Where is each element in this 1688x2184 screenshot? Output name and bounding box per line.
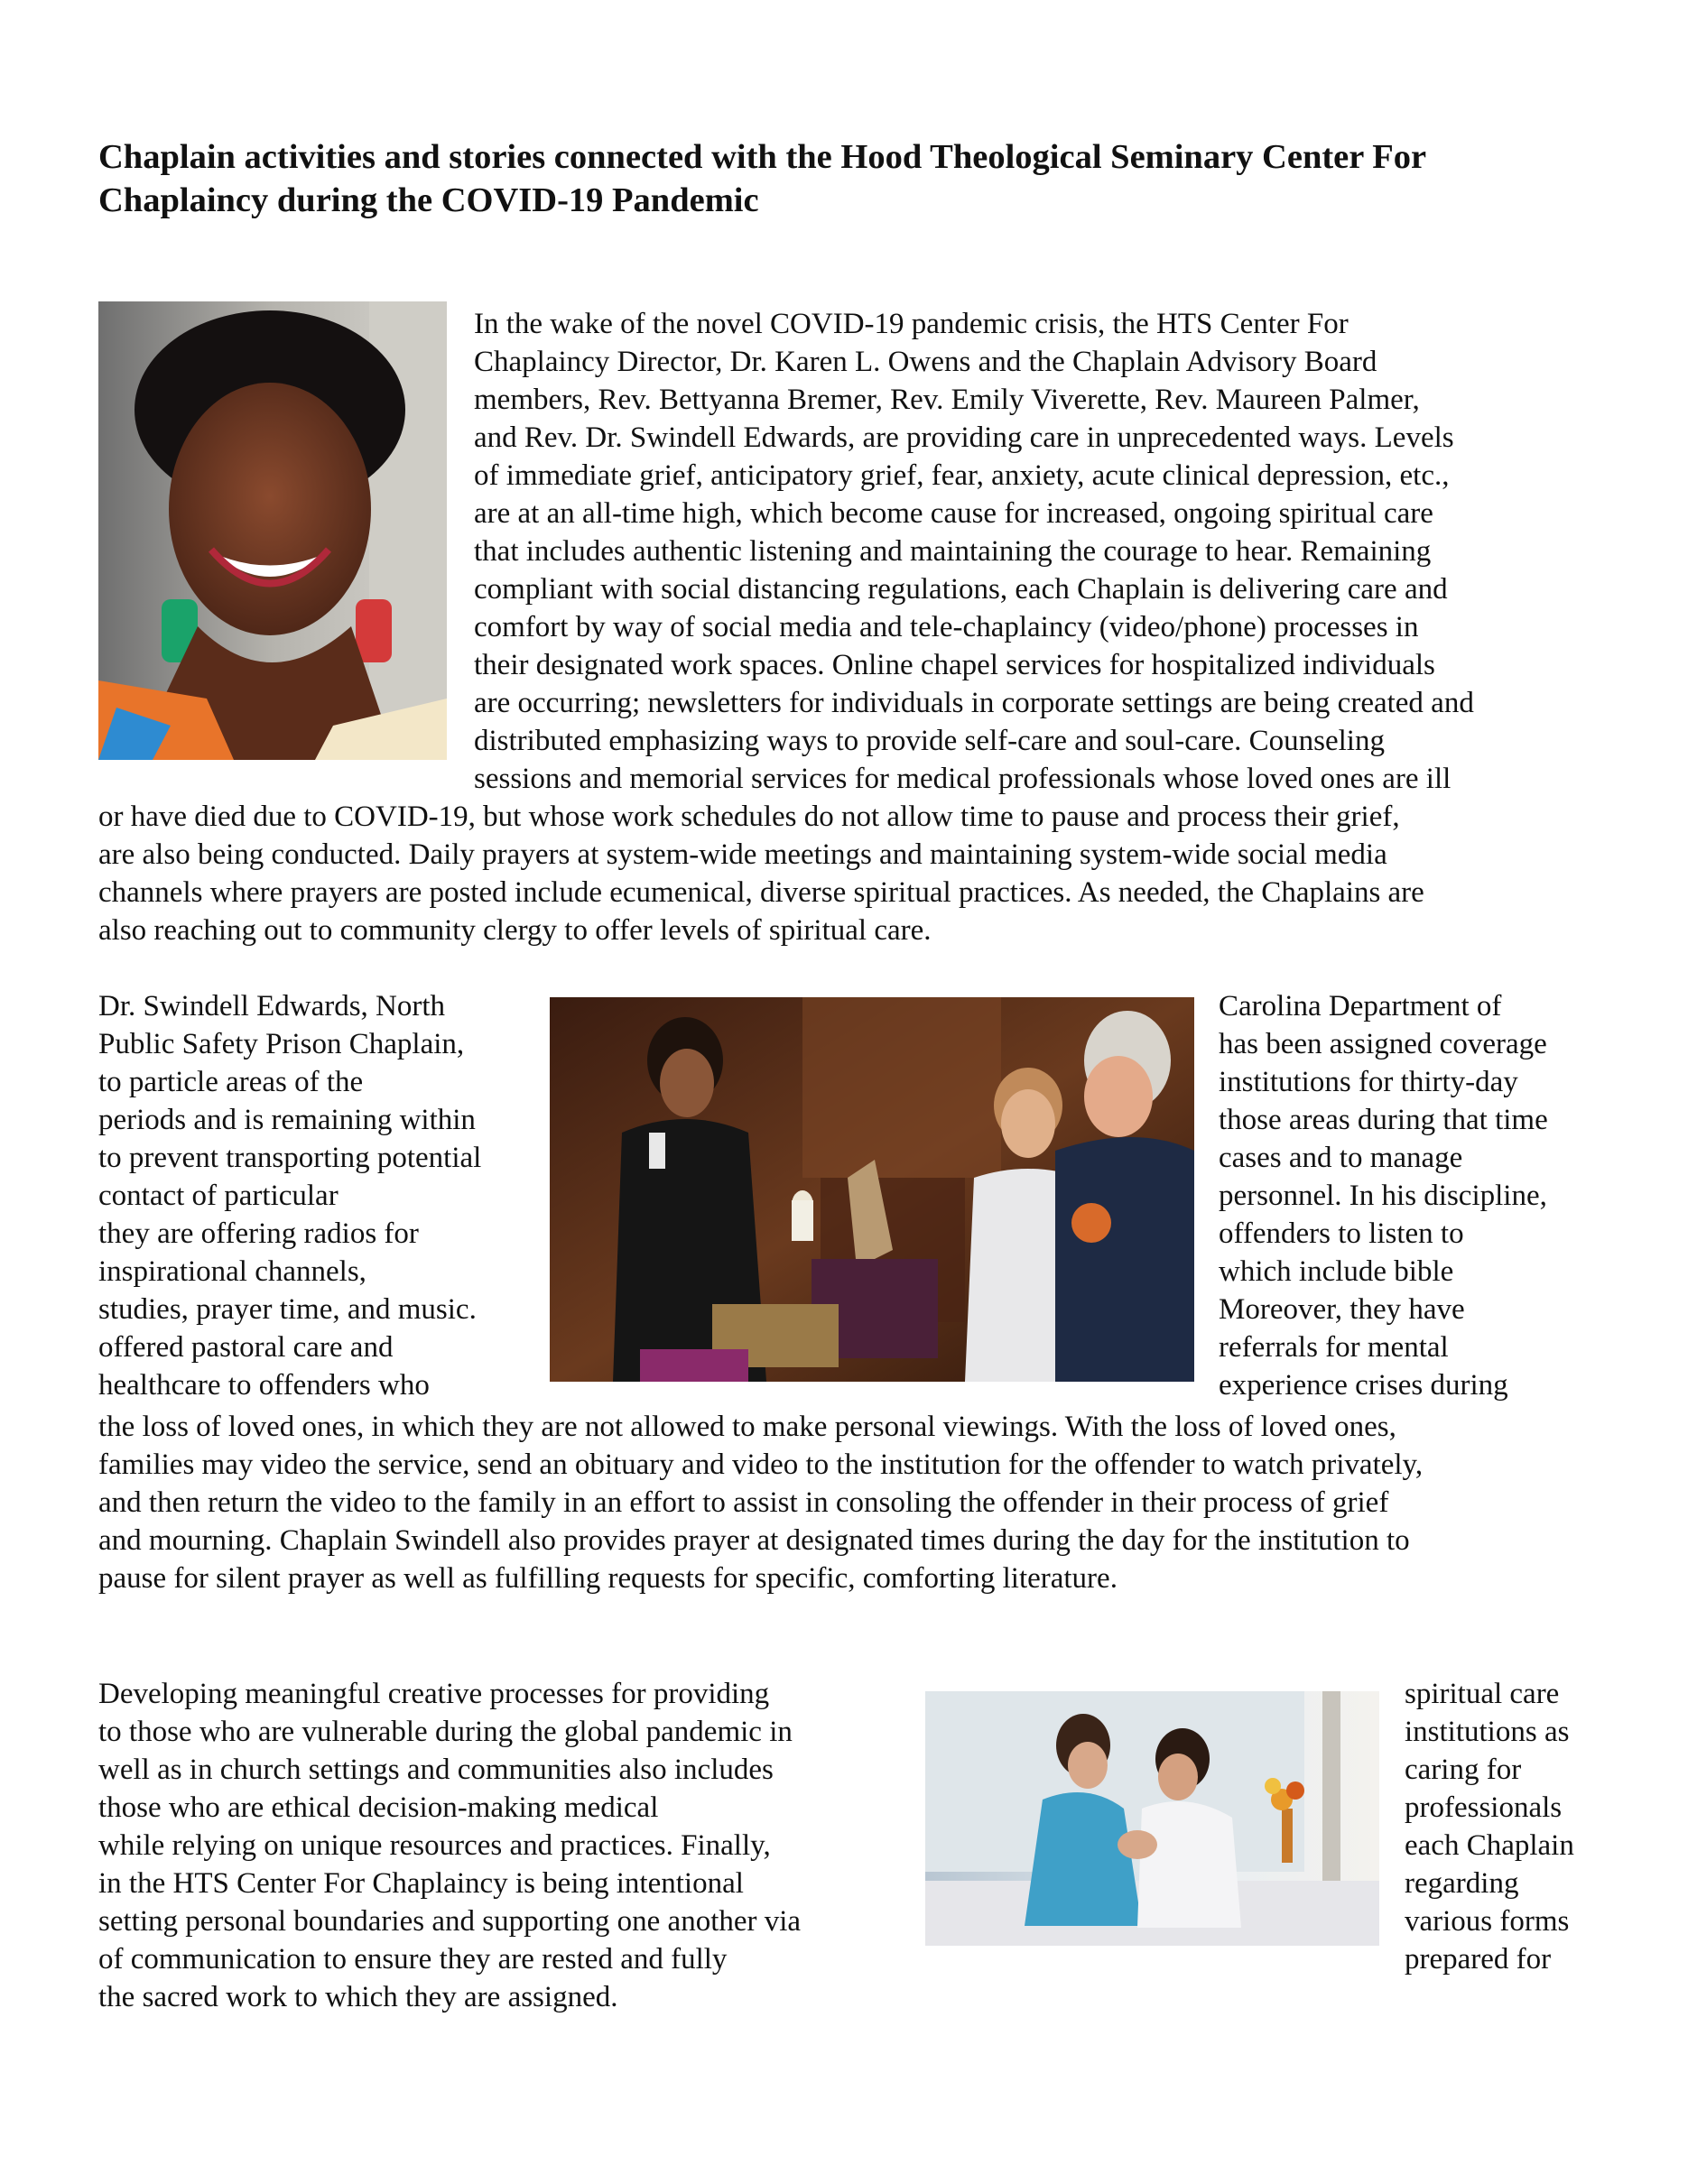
text-line: Public Safety Prison Chaplain, [98,1028,465,1060]
text-line: cases and to manage [1219,1142,1463,1174]
text-line: and Rev. Dr. Swindell Edwards, are providing care in unprecedented ways. Levels [474,421,1454,454]
text-line: which include bible [1219,1255,1454,1288]
text-line: also reaching out to community clergy to offer levels of spiritual care. [98,914,932,947]
text-line: inspirational channels, [98,1255,366,1288]
text-line: that includes authentic listening and maintaining the courage to hear. Remaining [474,535,1432,568]
text-line: channels where prayers are posted include ecumenical, diverse spiritual practices. As needed, the Chaplains are [98,876,1424,909]
text-line: and then return the video to the family in an effort to assist in consoling the offender in their process of grief [98,1486,1389,1519]
text-line: those areas during that time [1219,1104,1548,1136]
text-line: Developing meaningful creative processes for providing [98,1678,770,1710]
text-line: are occurring; newsletters for individuals in corporate settings are being created and [474,687,1474,719]
text-line: the loss of loved ones, in which they are not allowed to make personal viewings. With the loss of loved ones, [98,1411,1396,1443]
text-line: their designated work spaces. Online chapel services for hospitalized individuals [474,649,1435,681]
text-line: spiritual care [1405,1678,1560,1710]
text-line: contact of particular [98,1180,339,1212]
text-line: of communication to ensure they are rested and fully [98,1943,728,1976]
text-line: compliant with social distancing regulations, each Chaplain is delivering care and [474,573,1448,606]
text-line: various forms [1405,1905,1570,1938]
text-line: institutions for thirty-day [1219,1066,1518,1098]
text-line: or have died due to COVID-19, but whose work schedules do not allow time to pause and process their grief, [98,800,1400,833]
text-line: they are offering radios for [98,1217,419,1250]
text-line: while relying on unique resources and practices. Finally, [98,1829,771,1862]
text-line: to particle areas of the [98,1066,364,1098]
text-line: caring for [1405,1754,1522,1786]
text-line: to prevent transporting potential [98,1142,482,1174]
page-title [98,135,1615,222]
text-line: periods and is remaining within [98,1104,476,1136]
text-line: the sacred work to which they are assigned. [98,1981,618,2013]
text-line: offenders to listen to [1219,1217,1464,1250]
text-line: in the HTS Center For Chaplaincy is being intentional [98,1867,744,1900]
text-line: referrals for mental [1219,1331,1449,1364]
text-line: prepared for [1405,1943,1552,1976]
text-line: comfort by way of social media and tele-chaplaincy (video/phone) processes in [474,611,1419,643]
text-line: pause for silent prayer as well as fulfilling requests for specific, comforting literature. [98,1562,1118,1595]
text-line: distributed emphasizing ways to provide self-care and soul-care. Counseling [474,725,1385,757]
text-line: families may video the service, send an obituary and video to the institution for the offender to watch privately, [98,1448,1424,1481]
text-line: Carolina Department of [1219,990,1502,1023]
text-line: setting personal boundaries and supporting one another via [98,1905,802,1938]
text-line: offered pastoral care and [98,1331,394,1364]
text-line: are also being conducted. Daily prayers at system-wide meetings and maintaining system-wide social media [98,838,1387,871]
text-line: regarding [1405,1867,1519,1900]
chaplain-group-photo [550,997,1194,1382]
text-line: Chaplaincy Director, Dr. Karen L. Owens and the Chaplain Advisory Board [474,346,1377,378]
text-line: In the wake of the novel COVID-19 pandemic crisis, the HTS Center For [474,308,1349,340]
text-line: personnel. In his discipline, [1219,1180,1547,1212]
text-line: healthcare to offenders who [98,1369,430,1402]
text-line: has been assigned coverage [1219,1028,1547,1060]
prayer-photo [925,1691,1379,1946]
text-line: those who are ethical decision-making medical [98,1791,659,1824]
text-line: are at an all-time high, which become cause for increased, ongoing spiritual care [474,497,1433,530]
text-line: of immediate grief, anticipatory grief, fear, anxiety, acute clinical depression, etc., [474,459,1450,492]
text-line: well as in church settings and communities also includes [98,1754,774,1786]
text-line: members, Rev. Bettyanna Bremer, Rev. Emily Viverette, Rev. Maureen Palmer, [474,384,1420,416]
text-line: experience crises during [1219,1369,1508,1402]
text-line: each Chaplain [1405,1829,1574,1862]
text-line: professionals [1405,1791,1563,1824]
text-line: institutions as [1405,1716,1570,1748]
text-line: studies, prayer time, and music. [98,1293,477,1326]
text-line: to those who are vulnerable during the global pandemic in [98,1716,793,1748]
portrait-photo [98,301,447,760]
text-line: Moreover, they have [1219,1293,1465,1326]
text-line: and mourning. Chaplain Swindell also provides prayer at designated times during the day for the institution to [98,1524,1410,1557]
text-line: Dr. Swindell Edwards, North [98,990,446,1023]
title-line-2: Chaplaincy during the COVID-19 Pandemic [98,181,759,219]
text-line: sessions and memorial services for medical professionals whose loved ones are ill [474,763,1451,795]
title-line-1: Chaplain activities and stories connected with the Hood Theological Seminary Center For [98,138,1427,176]
